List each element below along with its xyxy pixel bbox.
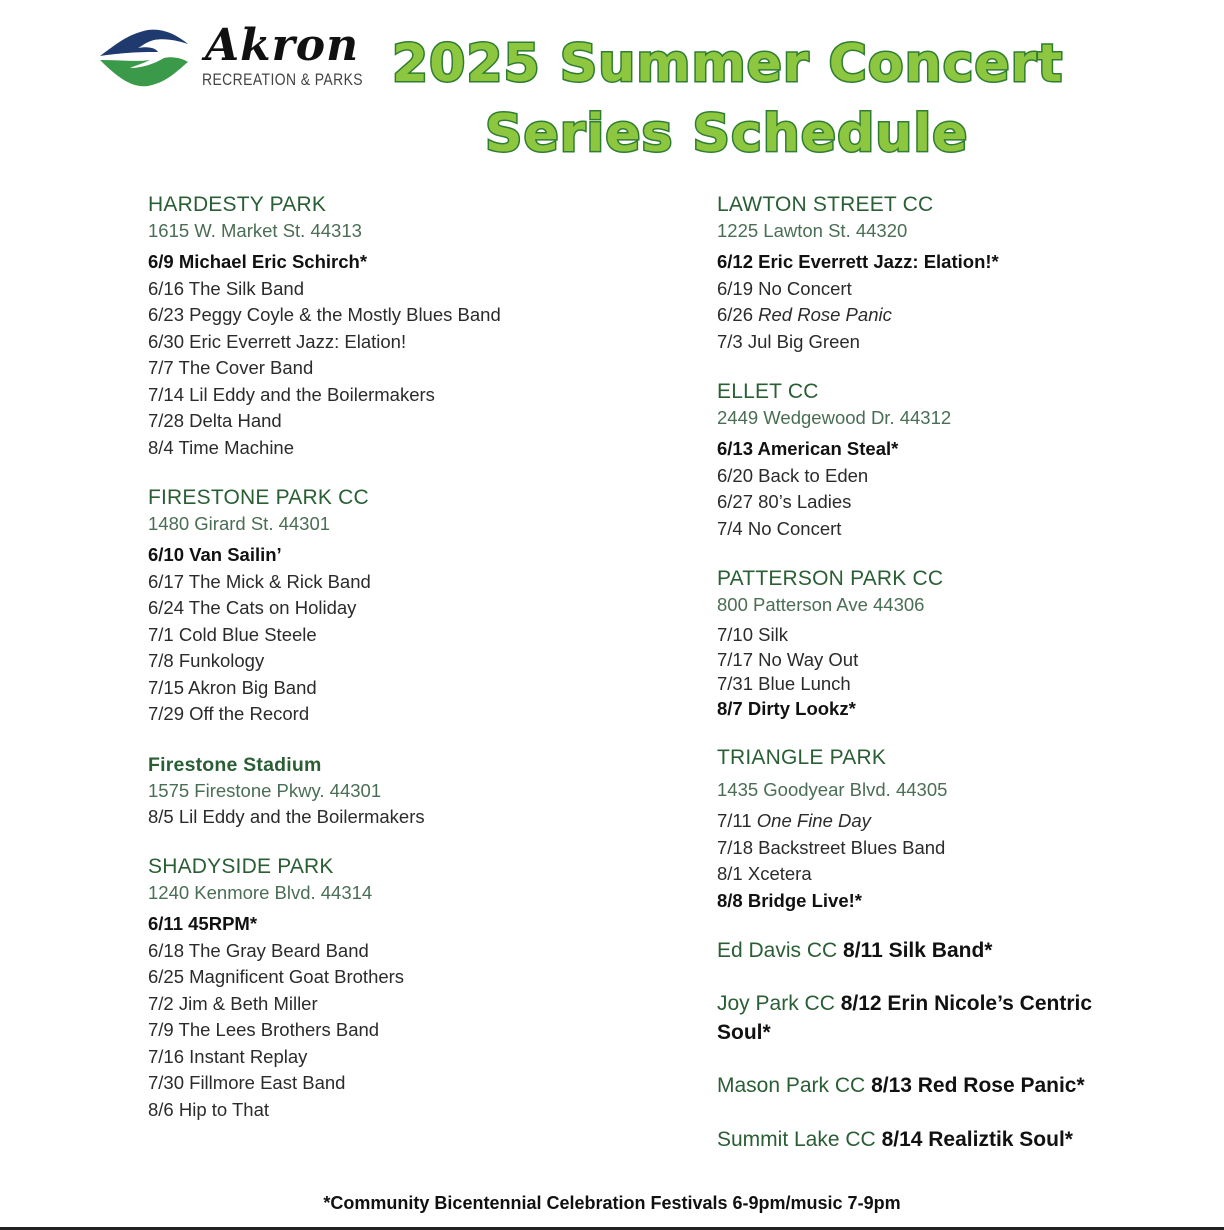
event-date: 7/11: [717, 810, 752, 831]
event-item: [717, 302, 1137, 329]
single-event-joy-park-cc: [717, 989, 1117, 1047]
event-item: 6/24 The Cats on Holiday: [148, 597, 357, 618]
event-item: 6/9 Michael Eric Schirch*: [148, 251, 368, 272]
logo-subtitle: RECREATION & PARKS: [202, 70, 364, 89]
event-item: 6/10 Van Sailin’: [148, 544, 282, 565]
event-item: 7/17 No Way Out: [717, 648, 859, 670]
venue-lawton-street-cc: [717, 192, 1137, 355]
event-item: 6/27 80’s Ladies: [717, 491, 852, 512]
event-item: 7/18 Backstreet Blues Band: [717, 836, 946, 858]
event-item: 8/14 Realiztik Soul*: [881, 1128, 1073, 1151]
single-event-mason-park-cc: [717, 1071, 1117, 1100]
event-item: 7/31 Blue Lunch: [717, 673, 851, 694]
event-item: 6/17 The Mick & Rick Band: [148, 570, 371, 592]
event-item: 8/7 Dirty Lookz*: [717, 697, 856, 719]
event-item: 8/11 Silk Band*: [843, 939, 993, 962]
venue-shadyside-park: [148, 854, 668, 1123]
event-item: 7/15 Akron Big Band: [148, 676, 317, 698]
akron-logo-icon: [98, 26, 190, 90]
page-title-line1: 2025 Summer Concert: [392, 34, 1064, 94]
event-item: 7/30 Fillmore East Band: [148, 1072, 346, 1093]
venue-address: 1575 Firestone Pkwy. 44301: [148, 779, 382, 801]
event-item: 7/28 Delta Hand: [148, 410, 282, 431]
left-column: [148, 192, 668, 1123]
single-event-summit-lake-cc: [717, 1125, 1117, 1154]
event-item: 7/10 Silk: [717, 624, 788, 645]
event-item: 8/8 Bridge Live!*: [717, 889, 862, 911]
venue-name: Summit Lake CC: [717, 1128, 876, 1151]
page-title-line2: Series Schedule: [485, 104, 969, 164]
footnote: *Community Bicentennial Celebration Festivals 6-9pm/music 7-9pm: [323, 1193, 901, 1213]
event-title: Red Rose Panic: [758, 304, 892, 325]
event-item: 6/30 Eric Everrett Jazz: Elation!: [148, 330, 407, 352]
event-item: 7/14 Lil Eddy and the Boilermakers: [148, 383, 435, 405]
venue-name: Joy Park CC: [717, 992, 835, 1015]
event-item: 7/16 Instant Replay: [148, 1045, 308, 1067]
event-item: 7/29 Off the Record: [148, 703, 310, 724]
venue-address: 1240 Kenmore Blvd. 44314: [148, 882, 373, 903]
event-item: 8/6 Hip to That: [148, 1098, 270, 1120]
venue-patterson-park-cc: [717, 566, 1137, 721]
venue-triangle-park: [717, 745, 1137, 914]
event-item: 8/13 Red Rose Panic*: [871, 1074, 1085, 1097]
venue-name: Ed Davis CC: [717, 939, 838, 962]
event-item: [717, 808, 1137, 835]
venue-address: 1615 W. Market St. 44313: [148, 220, 362, 241]
venue-address: 1225 Lawton St. 44320: [717, 220, 908, 241]
venue-ellet-cc: [717, 379, 1137, 542]
venue-name: Firestone Stadium: [148, 753, 322, 776]
venue-name: ELLET CC: [717, 380, 819, 403]
venue-name: PATTERSON PARK CC: [717, 567, 944, 590]
venue-hardesty-park: [148, 192, 668, 461]
venue-address: 2449 Wedgewood Dr. 44312: [717, 407, 952, 428]
event-item: 7/3 Jul Big Green: [717, 330, 860, 352]
venue-name: FIRESTONE PARK CC: [148, 486, 369, 509]
venue-address: 1480 Girard St. 44301: [148, 513, 331, 534]
event-item: 8/12 Erin Nicole’s Centric Soul*: [717, 992, 1093, 1044]
right-column: [717, 192, 1137, 1154]
event-item: 6/20 Back to Eden: [717, 464, 869, 486]
event-item: 7/2 Jim & Beth Miller: [148, 992, 318, 1014]
page-header: [0, 0, 1224, 175]
venue-name: HARDESTY PARK: [148, 193, 327, 216]
event-item: 6/13 American Steal*: [717, 438, 899, 459]
single-event-ed-davis-cc: [717, 936, 1117, 965]
event-item: 6/16 The Silk Band: [148, 277, 304, 299]
venue-firestone-stadium: [148, 752, 668, 831]
event-item: 6/11 45RPM*: [148, 913, 258, 934]
venue-firestone-park-cc: [148, 485, 668, 728]
event-item: 8/5 Lil Eddy and the Boilermakers: [148, 805, 425, 827]
venue-name: SHADYSIDE PARK: [148, 855, 334, 878]
event-item: 6/23 Peggy Coyle & the Mostly Blues Band: [148, 304, 501, 325]
venue-name: LAWTON STREET CC: [717, 193, 934, 216]
event-item: 7/4 No Concert: [717, 517, 842, 539]
event-item: 8/4 Time Machine: [148, 436, 295, 458]
venue-name: TRIANGLE PARK: [717, 746, 887, 769]
event-item: 7/8 Funkology: [148, 650, 265, 671]
event-item: 8/1 Xcetera: [717, 863, 812, 884]
event-item: 7/9 The Lees Brothers Band: [148, 1019, 380, 1040]
event-title: One Fine Day: [756, 810, 871, 831]
event-item: 6/18 The Gray Beard Band: [148, 939, 369, 961]
event-item: 6/19 No Concert: [717, 277, 852, 299]
venue-address: 1435 Goodyear Blvd. 44305: [717, 779, 948, 800]
event-item: 6/12 Eric Everrett Jazz: Elation!*: [717, 251, 999, 272]
event-item: 7/7 The Cover Band: [148, 357, 314, 378]
venue-address: 800 Patterson Ave 44306: [717, 594, 925, 615]
logo-wordmark: Akron: [205, 20, 360, 71]
venue-name: Mason Park CC: [717, 1074, 866, 1097]
event-item: 6/25 Magnificent Goat Brothers: [148, 966, 405, 987]
event-item: 7/1 Cold Blue Steele: [148, 623, 317, 645]
event-date: 6/26: [717, 304, 754, 325]
